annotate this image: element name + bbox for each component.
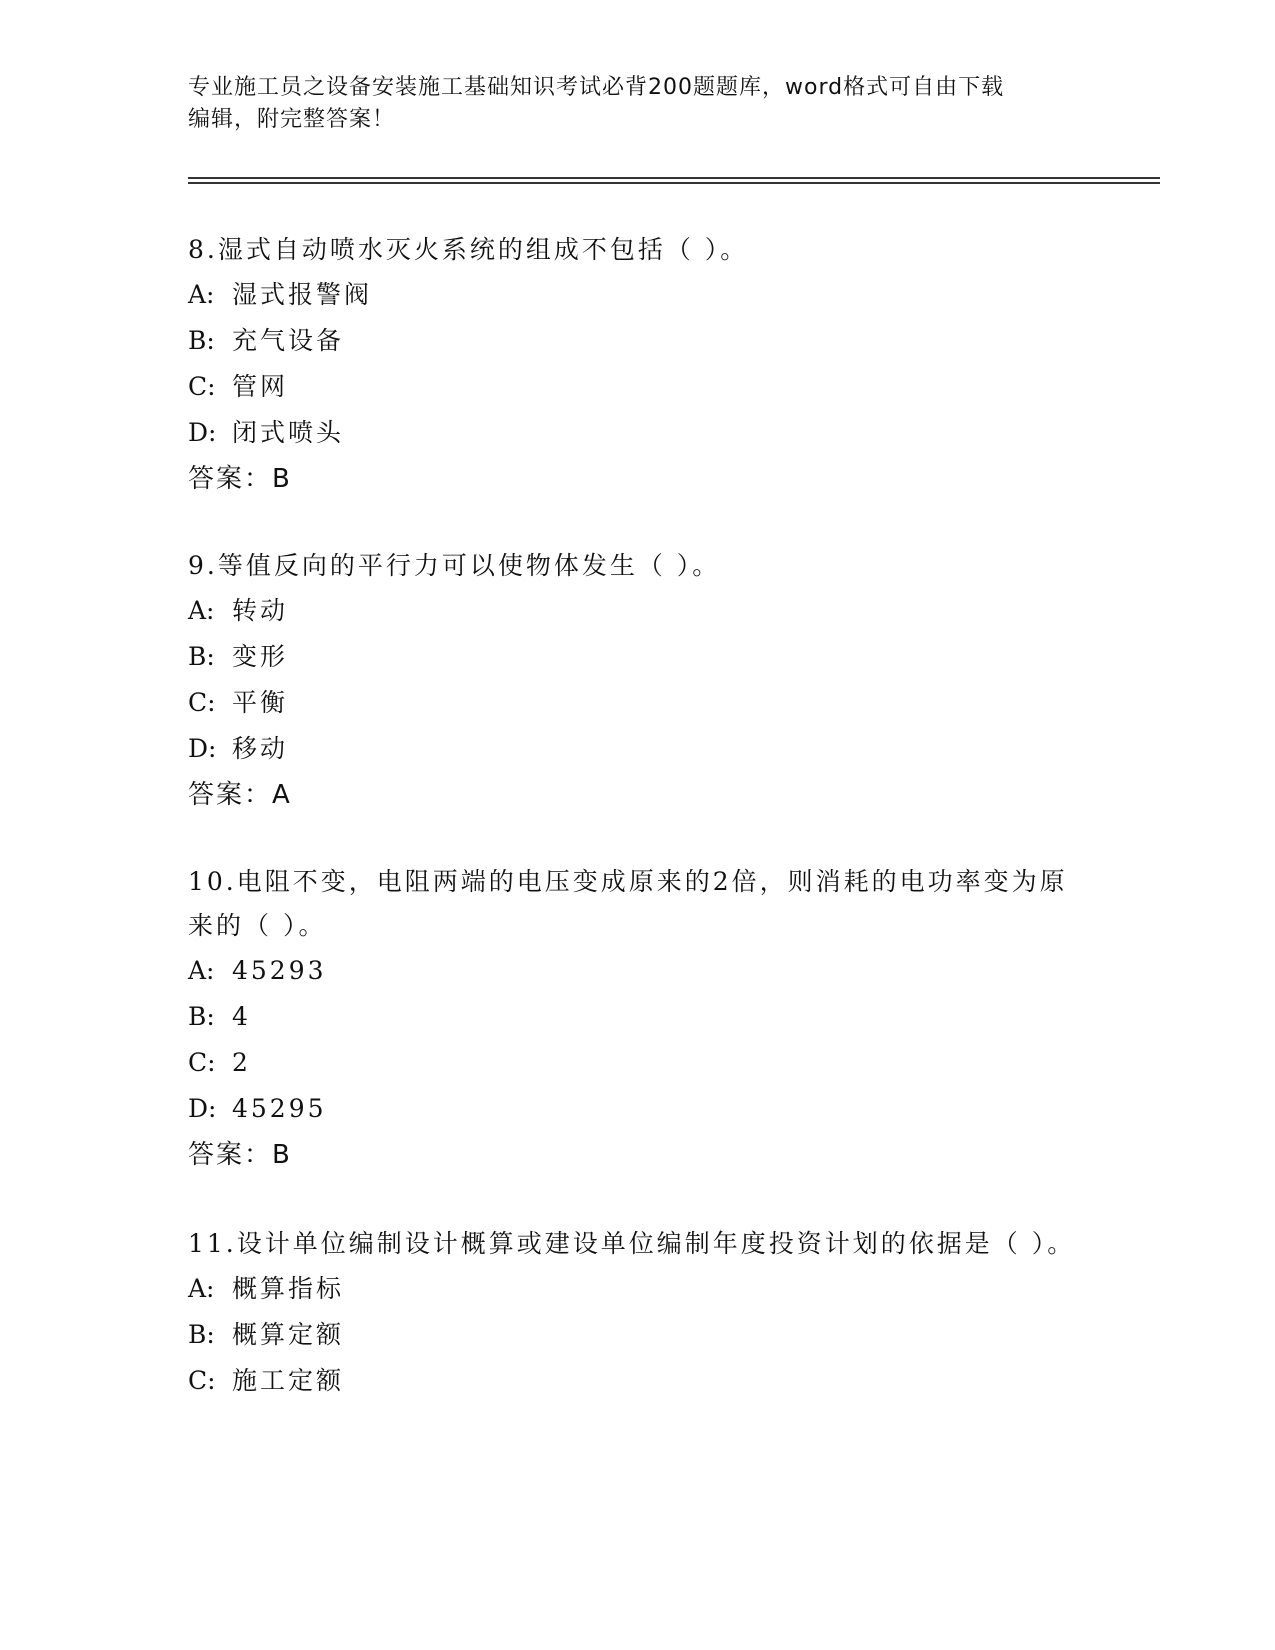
header-divider-bottom bbox=[188, 182, 1160, 184]
option-text: 4 bbox=[232, 1002, 251, 1031]
option-b bbox=[188, 634, 1088, 680]
option-label: A: bbox=[188, 280, 215, 309]
option-label: B: bbox=[188, 1002, 215, 1031]
option-text: 移动 bbox=[232, 734, 289, 763]
option-text: 管网 bbox=[232, 372, 289, 401]
option-text: 转动 bbox=[232, 596, 289, 625]
option-d bbox=[188, 726, 1088, 772]
header-line-2: 编辑，附完整答案！ bbox=[188, 107, 396, 132]
question-8 bbox=[188, 228, 1088, 502]
option-label: D: bbox=[188, 418, 217, 447]
option-d bbox=[188, 1086, 1088, 1132]
option-d bbox=[188, 410, 1088, 456]
option-c bbox=[188, 364, 1088, 410]
option-text: 变形 bbox=[232, 642, 289, 671]
document-header bbox=[188, 72, 1088, 136]
option-text: 闭式喷头 bbox=[232, 418, 345, 447]
option-label: A: bbox=[188, 956, 215, 985]
option-b bbox=[188, 994, 1088, 1040]
option-b bbox=[188, 318, 1088, 364]
option-label: A: bbox=[188, 596, 215, 625]
option-label: B: bbox=[188, 326, 215, 355]
option-label: C: bbox=[188, 372, 216, 401]
answer: 答案：B bbox=[188, 1140, 292, 1170]
question-text: 10.电阻不变，电阻两端的电压变成原来的2倍，则消耗的电功率变为原来的（ ）。 bbox=[188, 867, 1068, 940]
header-line-1: 专业施工员之设备安装施工基础知识考试必背200题题库，word格式可自由下载 bbox=[188, 75, 1005, 100]
question-text: 8.湿式自动喷水灭火系统的组成不包括（ ）。 bbox=[188, 235, 749, 264]
option-text: 平衡 bbox=[232, 688, 289, 717]
option-text: 概算指标 bbox=[232, 1274, 345, 1303]
option-label: B: bbox=[188, 1320, 215, 1349]
answer: 答案：A bbox=[188, 780, 292, 810]
answer: 答案：B bbox=[188, 464, 292, 494]
option-text: 45295 bbox=[232, 1094, 327, 1123]
option-a bbox=[188, 272, 1088, 318]
question-text: 11.设计单位编制设计概算或建设单位编制年度投资计划的依据是（ ）。 bbox=[188, 1229, 1076, 1258]
option-c bbox=[188, 680, 1088, 726]
option-a bbox=[188, 588, 1088, 634]
option-c bbox=[188, 1040, 1088, 1086]
header-divider-top bbox=[188, 177, 1160, 179]
option-a bbox=[188, 948, 1088, 994]
option-label: D: bbox=[188, 734, 217, 763]
option-label: C: bbox=[188, 1366, 216, 1395]
option-text: 45293 bbox=[232, 956, 327, 985]
option-b bbox=[188, 1312, 1088, 1358]
question-10 bbox=[188, 860, 1088, 1178]
option-c bbox=[188, 1358, 1088, 1404]
option-label: D: bbox=[188, 1094, 217, 1123]
question-11 bbox=[188, 1222, 1088, 1404]
option-text: 概算定额 bbox=[232, 1320, 345, 1349]
option-label: A: bbox=[188, 1274, 215, 1303]
option-text: 2 bbox=[232, 1048, 251, 1077]
option-label: B: bbox=[188, 642, 215, 671]
option-text: 充气设备 bbox=[232, 326, 345, 355]
option-text: 湿式报警阀 bbox=[232, 280, 373, 309]
option-label: C: bbox=[188, 1048, 216, 1077]
option-label: C: bbox=[188, 688, 216, 717]
option-text: 施工定额 bbox=[232, 1366, 345, 1395]
question-text: 9.等值反向的平行力可以使物体发生（ ）。 bbox=[188, 551, 721, 580]
question-9 bbox=[188, 544, 1088, 818]
option-a bbox=[188, 1266, 1088, 1312]
